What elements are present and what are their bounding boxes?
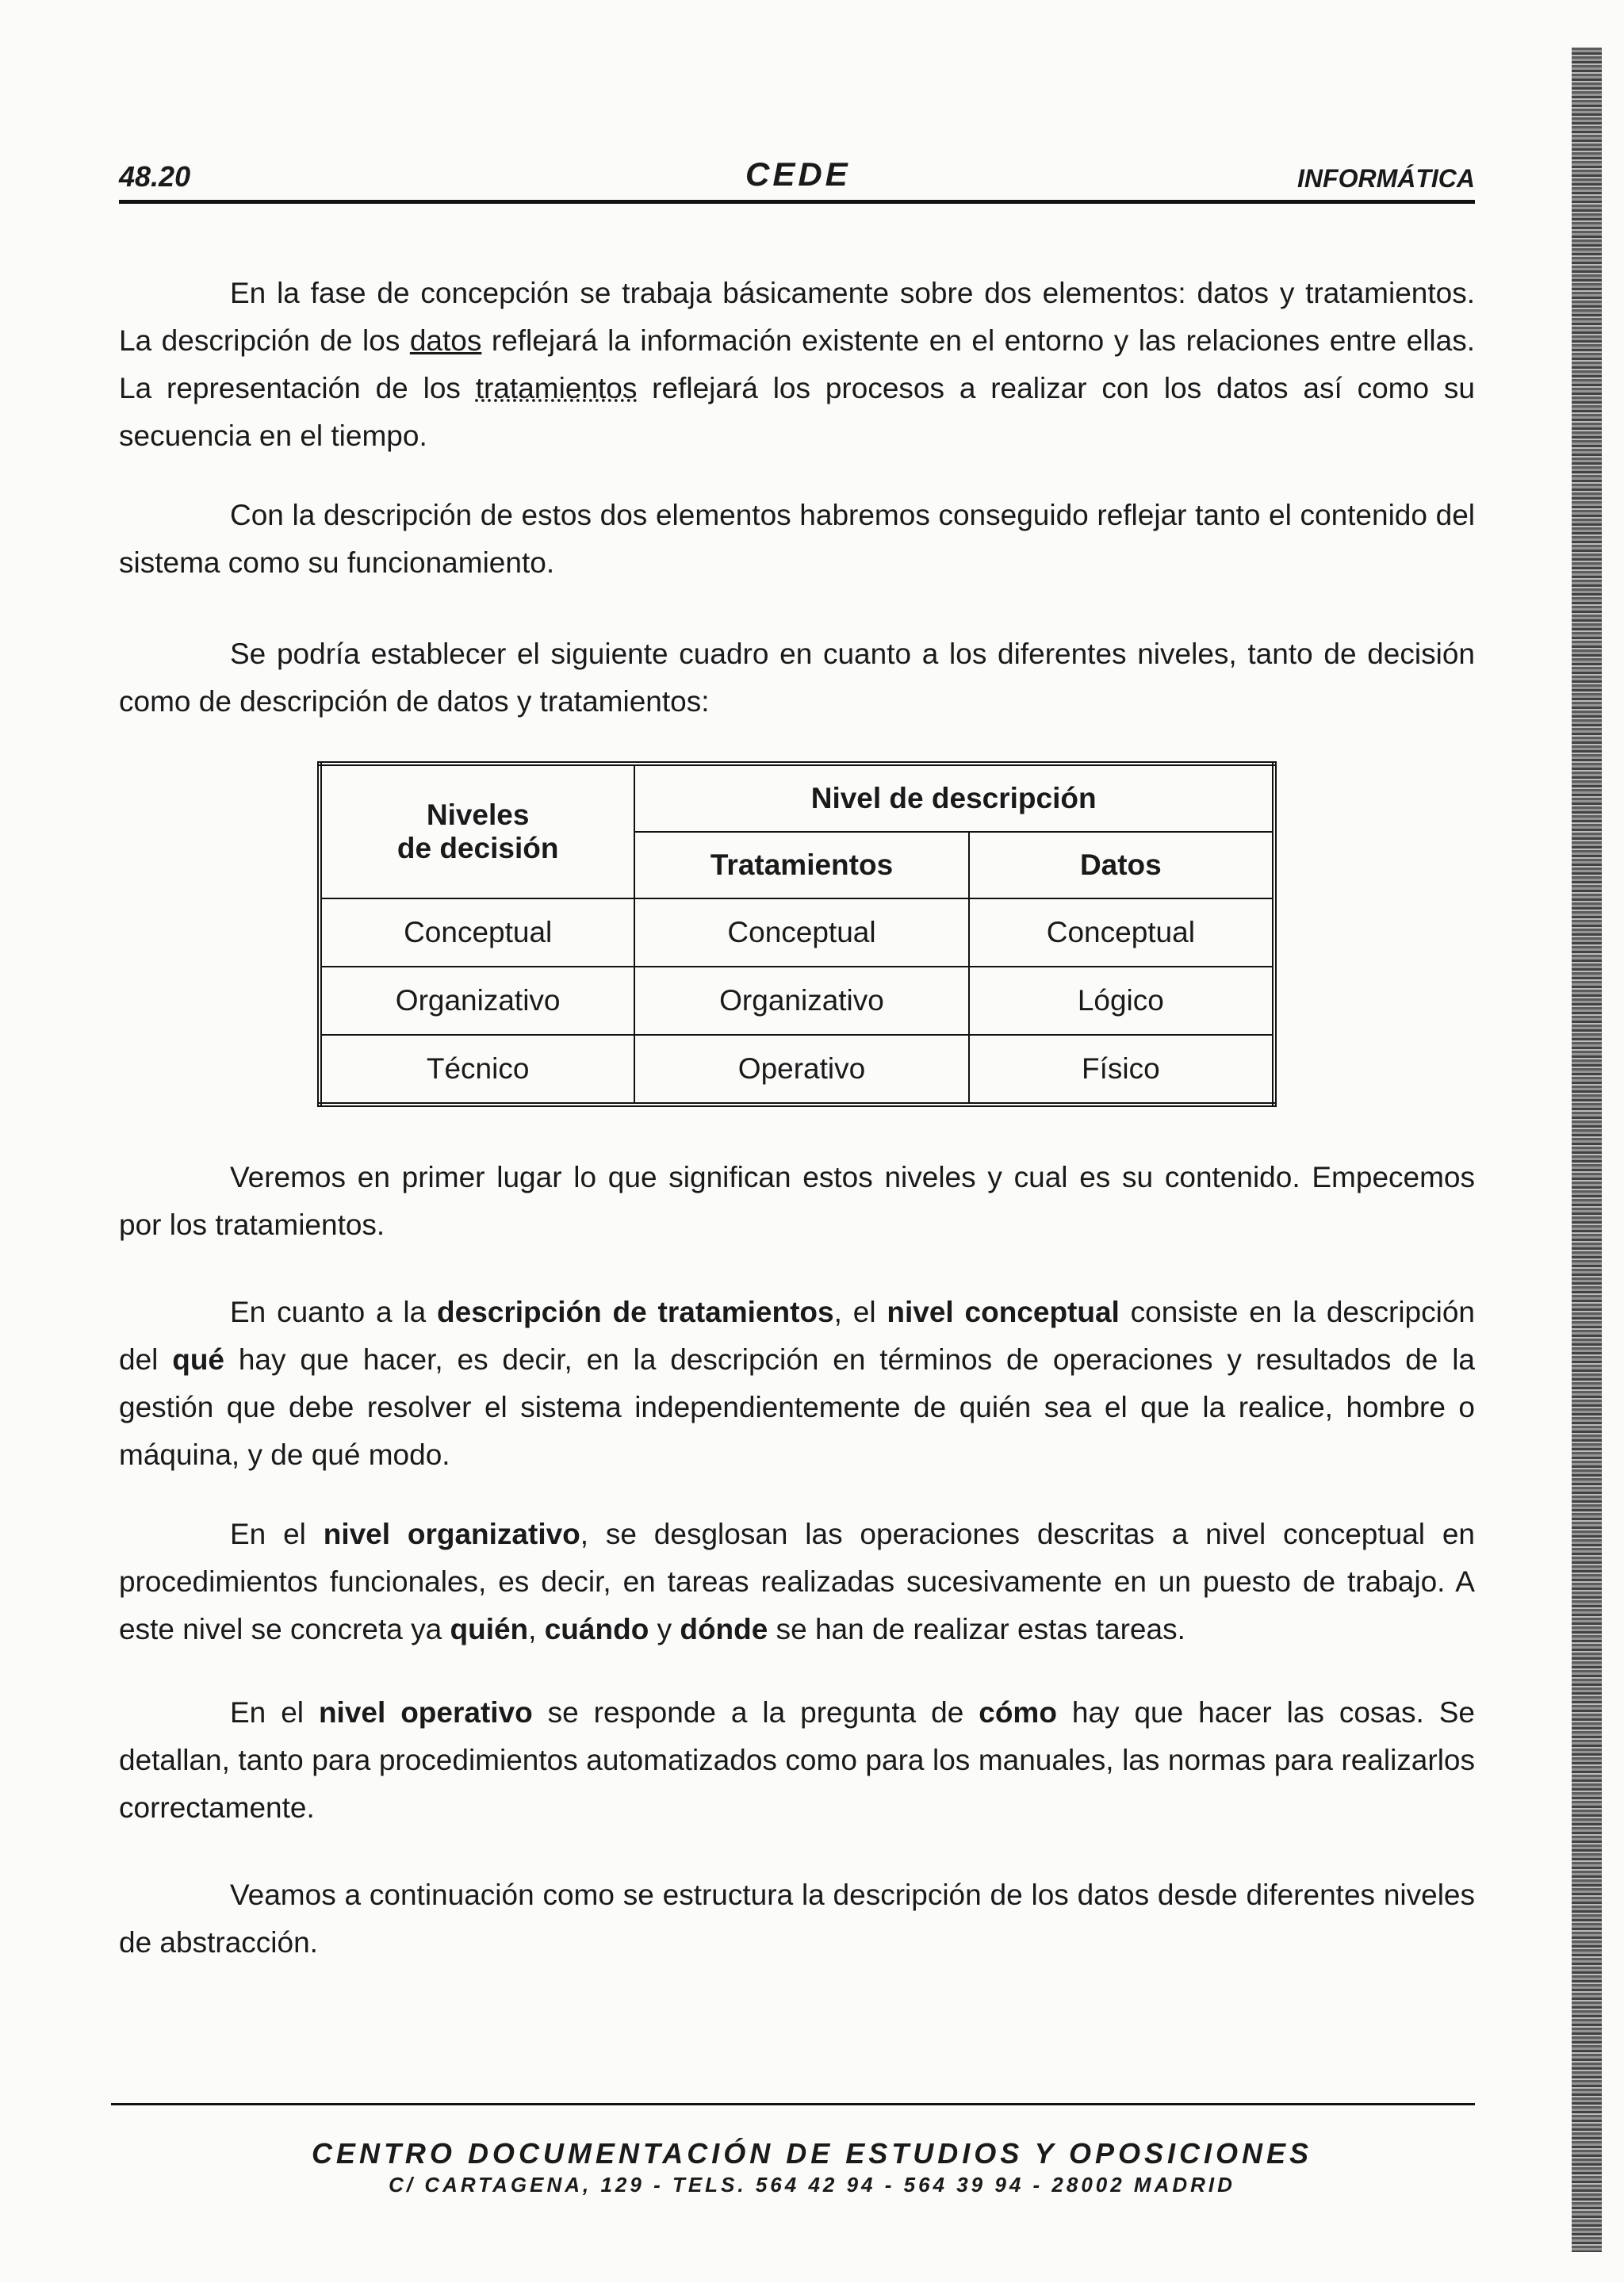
header-data: Datos	[969, 832, 1274, 898]
section-title: INFORMÁTICA	[1297, 164, 1475, 193]
paragraph-nivel-organizativo: En el nivel organizativo, se desglosan las operaciones descritas a nivel conceptual en procedimientos funcionales, es decir, en tareas realizadas sucesivamente en un puesto de trabajo. A este nivel se concreta ya quién, cuándo y dónde se han de realizar estas tareas.	[119, 1518, 1475, 1645]
page-header	[119, 151, 1475, 198]
table-row	[320, 898, 1274, 967]
table-cell: Organizativo	[634, 967, 968, 1035]
paragraph-nivel-operativo: En el nivel operativo se responde a la pregunta de cómo hay que hacer las cosas. Se detallan, tanto para procedimientos automatizados como para los manuales, las normas para realizarlos correctamente.	[119, 1696, 1475, 1824]
header-levels-of-decision: Niveles de decisión	[320, 764, 634, 898]
table-cell: Conceptual	[634, 898, 968, 967]
header-level-of-description: Nivel de descripción	[634, 764, 1274, 832]
paragraph-nivel-conceptual: En cuanto a la descripción de tratamientos, el nivel conceptual consiste en la descripción del qué hay que hacer, es decir, en la descripción en términos de operaciones y resultados de la gestión que debe resolver el sistema independientemente de quién sea el que la realice, hombre o máquina, y de qué modo.	[119, 1296, 1476, 1471]
table-cell: Físico	[969, 1035, 1274, 1105]
table-cell: Organizativo	[320, 967, 634, 1035]
table-cell: Lógico	[969, 967, 1274, 1035]
table-cell: Conceptual	[969, 898, 1274, 967]
scan-edge-shadow	[1572, 48, 1602, 2252]
paragraph-cuadro-intro: Se podría establecer el siguiente cuadro en cuanto a los diferentes niveles, tanto de decisión como de descripción de datos y tratamientos:	[119, 638, 1475, 718]
table-row	[320, 1035, 1274, 1105]
underlined-term-datos: datos	[409, 324, 482, 357]
footer-org-name: CENTRO DOCUMENTACIÓN DE ESTUDIOS Y OPOSICIONES	[311, 2137, 1313, 2170]
levels-table	[317, 761, 1277, 1107]
header-divider	[119, 200, 1475, 204]
footer-address: C/ CARTAGENA, 129 - TELS. 564 42 94 - 564 39 94 - 28002 MADRID	[389, 2173, 1235, 2197]
page-number: 48.20	[119, 160, 191, 193]
paragraph-concepcion: En la fase de concepción se trabaja básicamente sobre dos elementos: datos y tratamientos. La descripción de los datos reflejará la información existente en el entorno y las relaciones entre ellas. La representación de los tratamientos reflejará los procesos a realizar con los datos así como su secuencia en el tiempo.	[119, 277, 1475, 452]
table-cell: Conceptual	[320, 898, 634, 967]
underlined-term-tratamientos: tratamientos	[475, 372, 638, 404]
paragraph-niveles-intro: Veremos en primer lugar lo que significan estos niveles y cual es su contenido. Empecemos por los tratamientos.	[119, 1161, 1475, 1241]
table-cell: Operativo	[634, 1035, 968, 1105]
footer-divider	[111, 2103, 1475, 2105]
brand-title: CEDE	[745, 155, 851, 193]
table-cell: Técnico	[320, 1035, 634, 1105]
header-treatments: Tratamientos	[634, 832, 968, 898]
paragraph-descripcion: Con la descripción de estos dos elementos habremos conseguido reflejar tanto el contenido del sistema como su funcionamiento.	[119, 499, 1475, 579]
table-row	[320, 967, 1274, 1035]
paragraph-datos-abstraccion: Veamos a continuación como se estructura la descripción de los datos desde diferentes niveles de abstracción.	[119, 1879, 1475, 1959]
